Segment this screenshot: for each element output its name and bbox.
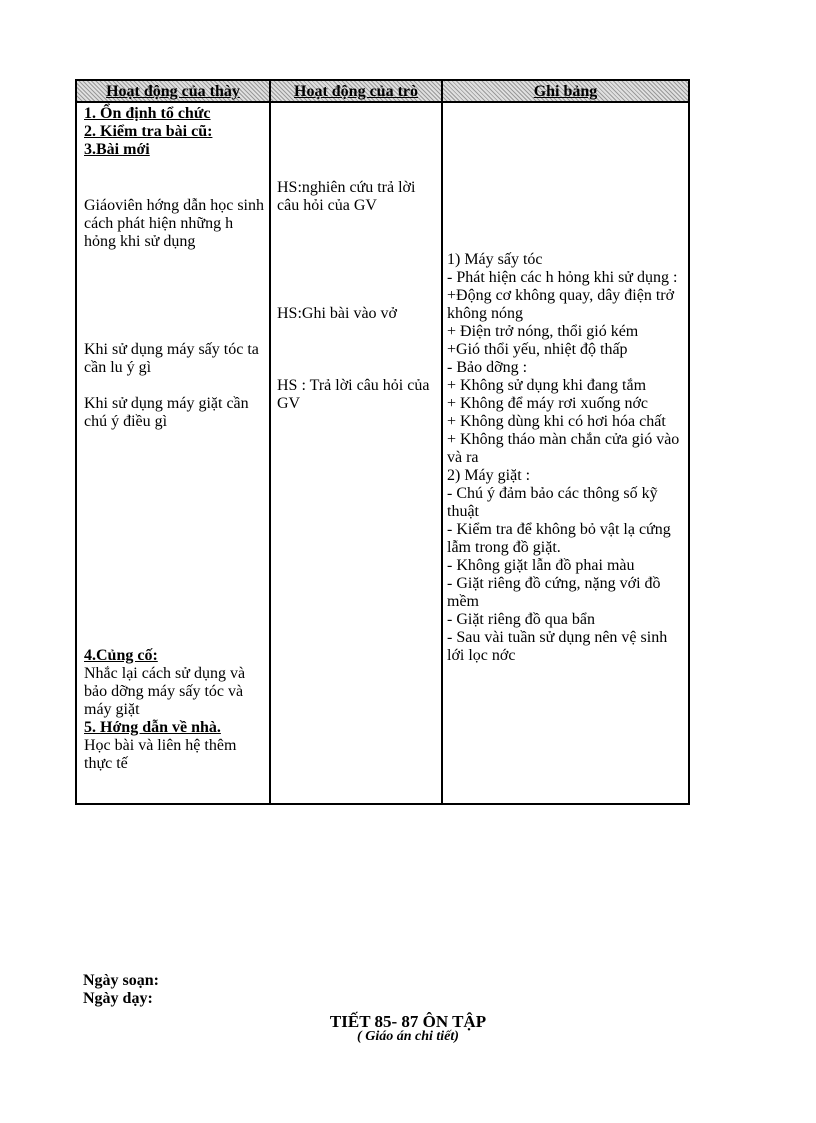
column-divider <box>441 81 443 803</box>
board-line: - Sau vài tuần sử dụng nên vệ sinh lới lọc nớc <box>447 629 668 664</box>
board-line: 2) Máy giặt : <box>447 467 531 484</box>
board-line: +Gió thổi yếu, nhiệt độ thấp <box>447 341 628 358</box>
student-answer: HS : Trả lời câu hỏi của GV <box>277 377 430 412</box>
consolidate-text: Nhắc lại cách sử dụng và bảo dỡng máy sấy tóc và máy giặt <box>84 665 246 718</box>
ngay-soan-label: Ngày soạn: <box>83 972 160 989</box>
teacher-question-dryer: Khi sử dụng máy sấy tóc ta cần lu ý gì <box>84 341 259 376</box>
board-line: + Không để máy rơi xuống nớc <box>447 395 649 412</box>
header-teacher: Hoạt động của thày <box>106 83 240 100</box>
lesson-subtitle: ( Giáo án chi tiết) <box>357 1029 459 1044</box>
teacher-intro <box>84 105 266 159</box>
section-cung-co: 4.Củng cố: <box>84 647 158 664</box>
board-line: - Không giặt lẫn đồ phai màu <box>447 557 635 574</box>
student-research: HS:nghiên cứu trả lời câu hỏi của GV <box>277 179 416 214</box>
ngay-day-label: Ngày dạy: <box>83 990 153 1007</box>
board-line: - Giặt riêng đồ cứng, nặng với đồ mềm <box>447 575 661 610</box>
board-line: 1) Máy sấy tóc <box>447 251 543 268</box>
header-board: Ghi bảng <box>533 83 598 100</box>
teacher-consolidate <box>84 647 266 773</box>
board-line: + Không sử dụng khi đang tắm <box>447 377 647 394</box>
lesson-title: TIẾT 85- 87 ÔN TẬP <box>329 1012 487 1031</box>
board-line: + Không tháo màn chắn cửa gió vào và ra <box>447 431 680 466</box>
board-line: - Kiểm tra để không bỏ vật lạ cứng lẫm trong đồ giặt. <box>447 521 671 556</box>
board-line: - Phát hiện các h hỏng khi sử dụng : <box>447 269 678 286</box>
header-student: Hoạt động của trò <box>294 83 418 100</box>
column-divider <box>269 81 271 803</box>
table-header-row <box>77 81 688 103</box>
teacher-guide: Giáoviên hớng dẫn học sinh cách phát hiện những h hỏng khi sử dụng <box>84 197 264 250</box>
home-text: Học bài và liên hệ thêm thực tế <box>84 737 237 772</box>
student-notes: HS:Ghi bài vào vở <box>277 305 398 322</box>
section-bai-moi: 3.Bài mới <box>84 141 150 158</box>
board-line: - Giặt riêng đồ qua bẩn <box>447 611 595 628</box>
board-line: + Điện trở nóng, thổi gió kém <box>447 323 639 340</box>
board-line: +Động cơ không quay, dây điện trở không nóng <box>447 287 675 322</box>
board-line: + Không dùng khi có hơi hóa chất <box>447 413 666 430</box>
board-notes <box>447 251 685 665</box>
board-line: - Bảo dỡng : <box>447 359 528 376</box>
section-huong-dan: 5. Hớng dẫn về nhà. <box>84 719 221 736</box>
section-on-dinh: 1. Ổn định tổ chức <box>84 105 211 122</box>
teacher-question-washer: Khi sử dụng máy giặt cần chú ý điều gì <box>84 395 249 430</box>
section-kiem-tra: 2. Kiểm tra bài cũ: <box>84 123 213 140</box>
lesson-table <box>75 79 690 805</box>
board-line: - Chú ý đảm bảo các thông số kỹ thuật <box>447 485 658 520</box>
